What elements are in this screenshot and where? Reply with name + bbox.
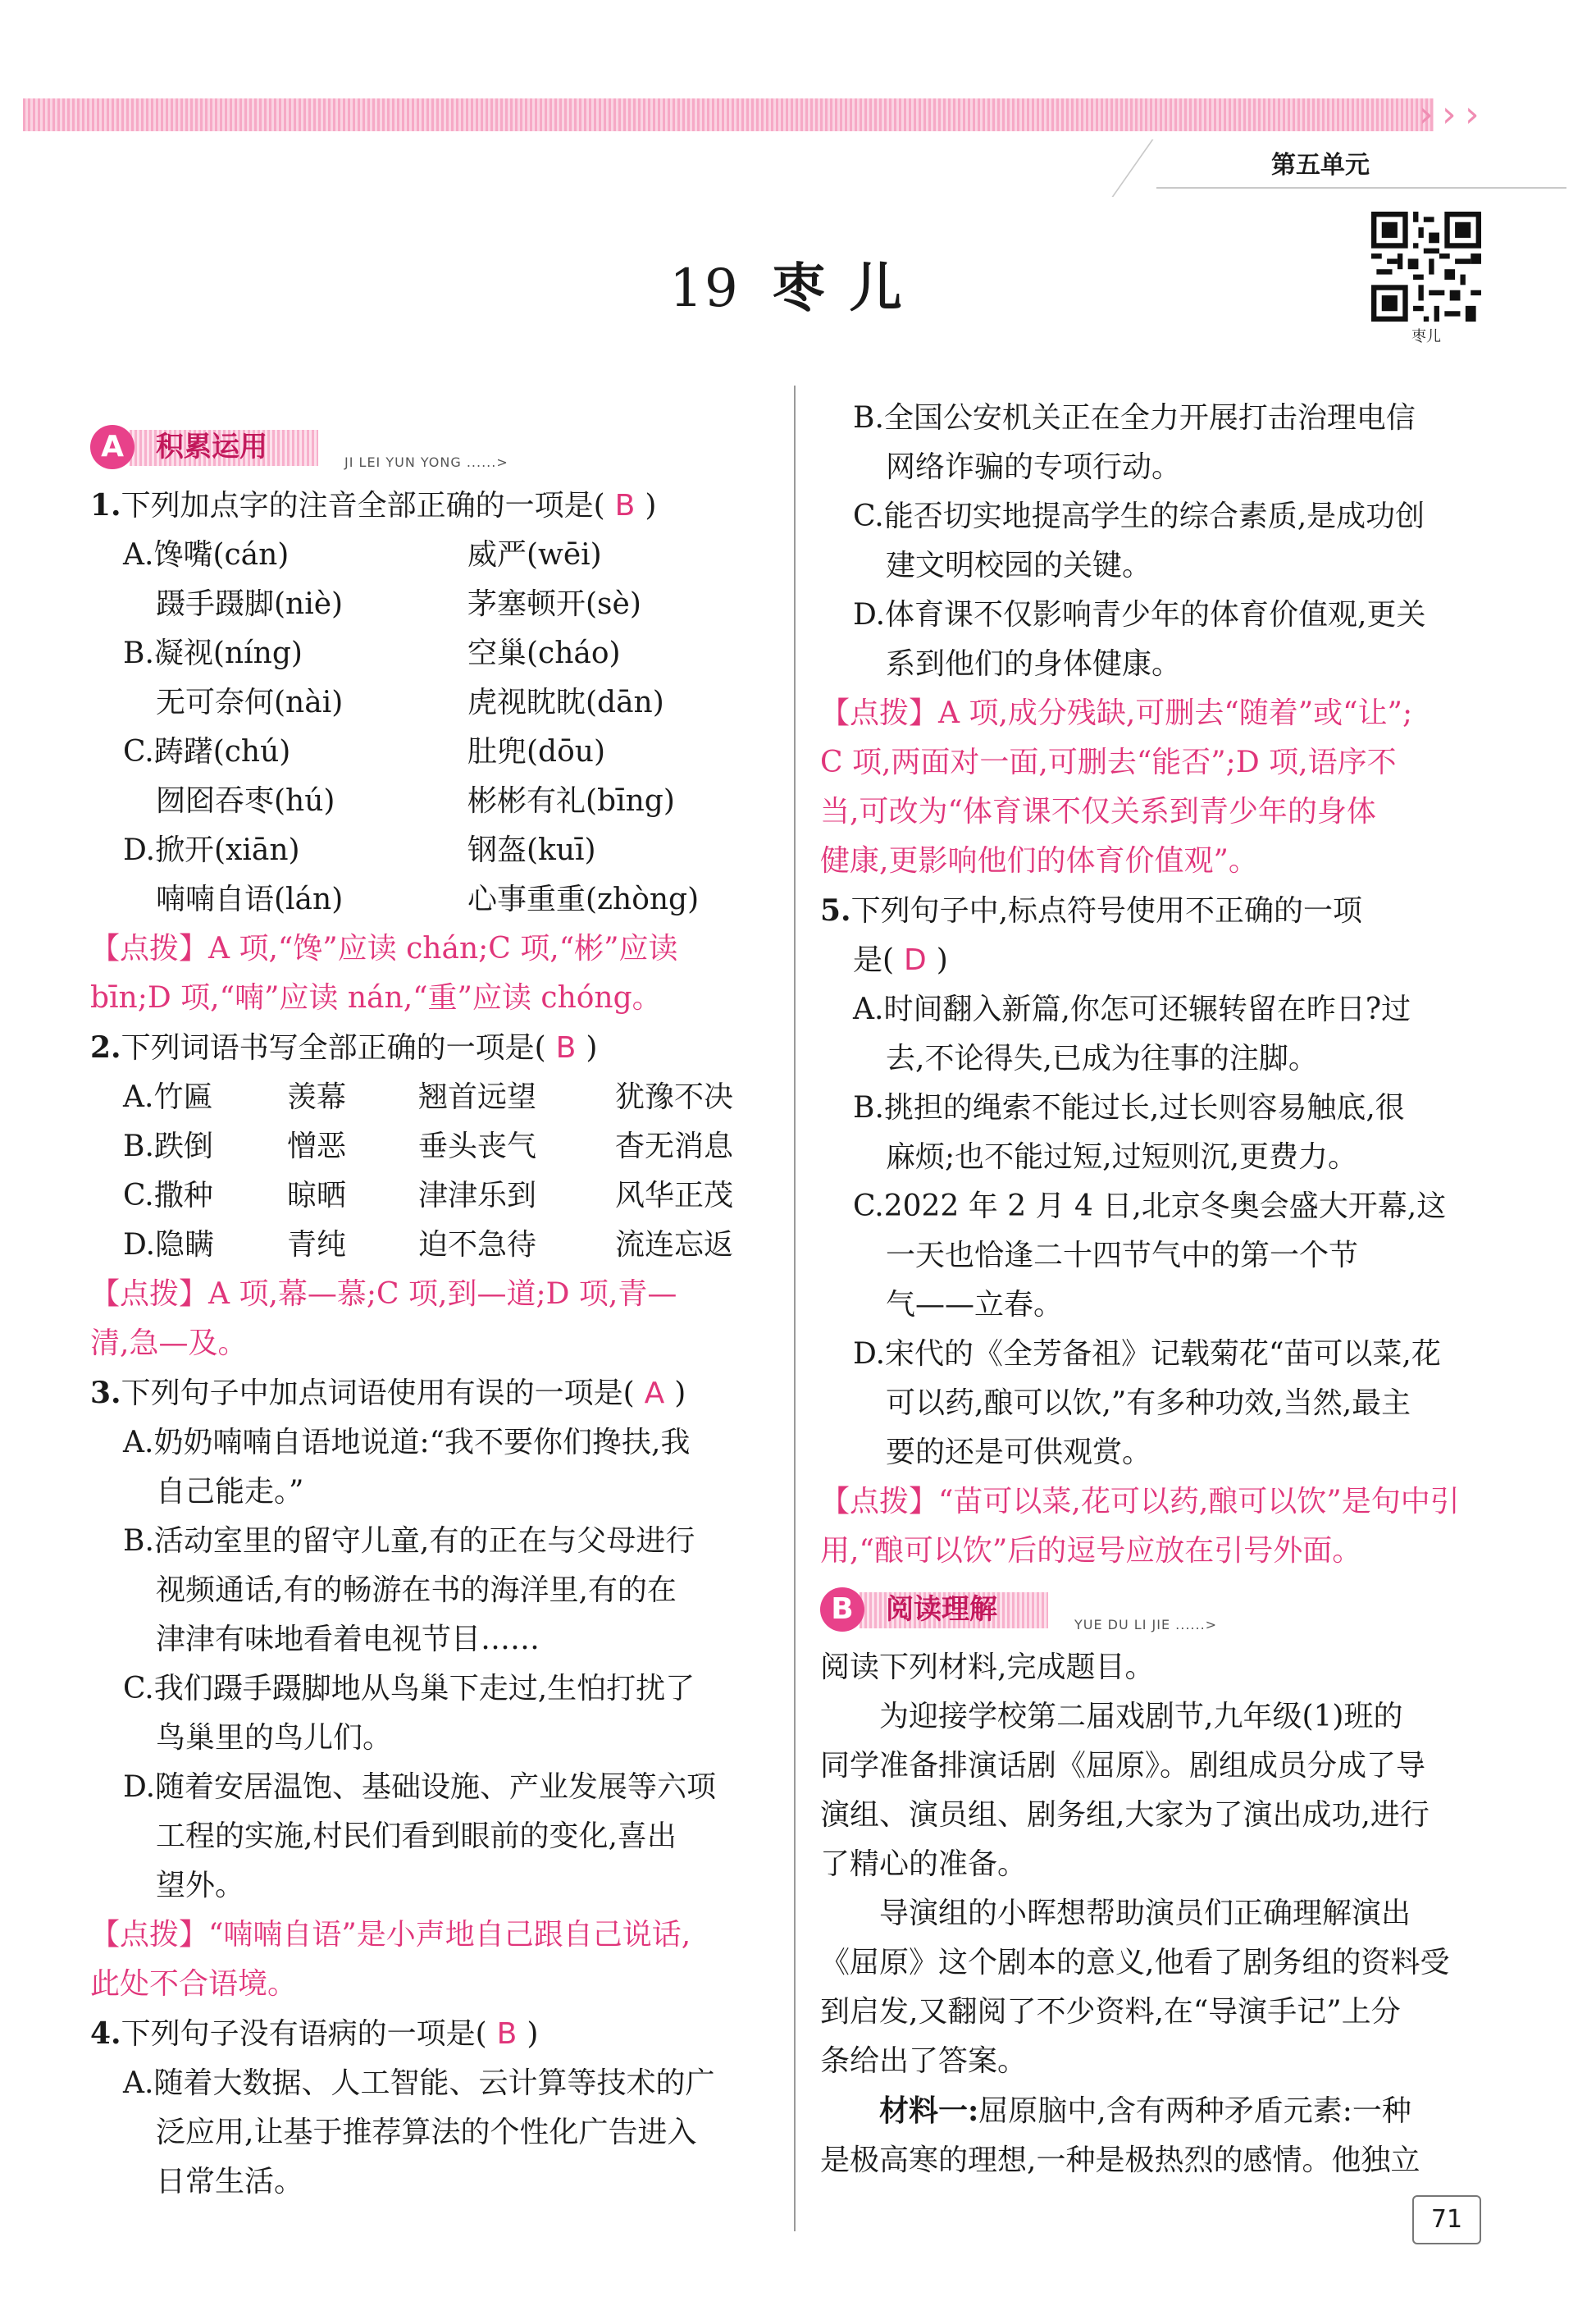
question-3-answer: A <box>644 1377 665 1410</box>
question-2-tip: 【点拨】A 项,幕—慕;C 项,到—道;D 项,青— 清,急—及。 <box>90 1277 677 1360</box>
lesson-number: 19 <box>669 258 740 319</box>
lesson-name: 枣儿 <box>772 258 927 319</box>
lesson-title <box>0 246 1596 322</box>
section-a-title: 积累运用 <box>156 431 267 463</box>
qr-code-icon[interactable] <box>1371 212 1481 322</box>
question-1-stem: 1.下列加点字的注音全部正确的一项是( B ) <box>90 488 657 523</box>
left-column <box>90 418 771 2207</box>
question-5-tip: 【点拨】“苗可以菜,花可以药,酿可以饮”是句中引 用,“酿可以饮”后的逗号应放在引号外面。 <box>820 1485 1460 1568</box>
question-3-tip: 【点拨】“喃喃自语”是小声地自己跟自己说话, 此处不合语境。 <box>90 1918 691 2001</box>
header-decor-band <box>23 94 1434 135</box>
header-underline <box>1156 187 1566 189</box>
section-b-title: 阅读理解 <box>886 1593 997 1626</box>
section-b-badge: B <box>820 1587 864 1632</box>
section-b-header <box>820 1581 1501 1638</box>
question-4-options-right: B.全国公安机关正在全力开展打击治理电信 网络诈骗的专项行动。 C.能否切实地提高学生的综合素质,是成功创 建文明校园的关键。 D.体育课不仅影响青少年的体育价值观,更关 系到他们的身体健康。 <box>853 401 1426 681</box>
question-4-answer: B <box>496 2017 518 2051</box>
material-label: 材料一: <box>879 2093 979 2128</box>
reading-intro: 阅读下列材料,完成题目。 <box>820 1651 1155 1684</box>
question-4-stem: 4.下列句子没有语病的一项是( B ) <box>90 2016 539 2051</box>
question-1-tip: 【点拨】A 项,“馋”应读 chán;C 项,“彬”应读 bīn;D 项,“喃”应读 nán,“重”应读 chóng。 <box>90 932 678 1015</box>
reading-paragraph-1: 为迎接学校第二届戏剧节,九年级(1)班的 同学准备排演话剧《屈原》。剧组成员分成了导 演组、演员组、剧务组,大家为了演出成功,进行 了精心的准备。 <box>820 1700 1430 1881</box>
right-column <box>820 394 1501 2185</box>
chevron-right-icon: › <box>1419 94 1434 135</box>
question-5-options: A.时间翻入新篇,你怎可还辗转留在昨日?过 去,不论得失,已成为往事的注脚。 B.挑担的绳索不能过长,过长则容易触底,很 麻烦;也不能过短,过短则沉,更费力。 C.2022 年 2 月 4 日,北京冬奥会盛大开幕,这 一天也恰逢二十四节气中的第一个节 气——立春。 D.宋代的《全芳备祖》记载菊花“苗可以菜,花 可以药,酿可以饮,”有多种功效,当然,最主 要的还是可供观赏。 <box>853 993 1447 1469</box>
section-a-badge: A <box>90 425 135 469</box>
question-2-options: A.竹匾 羡幕 翘首远望 犹豫不决 B.跌倒 憎恶 垂头丧气 杳无消息 C.撒种 晾晒 津津乐到 风华正茂 D.隐瞒 青纯 迫不急待 流连忘返 <box>123 1080 734 1262</box>
question-5-stem: 5.下列句子中,标点符号使用不正确的一项 <box>820 893 1363 928</box>
question-5-stem-cont: 是( D ) <box>853 943 948 977</box>
header-divider <box>1111 139 1153 197</box>
section-a-pinyin: JI LEI YUN YONG ......> <box>344 454 508 470</box>
section-a-header <box>90 418 771 476</box>
question-2-answer: B <box>555 1031 577 1065</box>
reading-paragraph-2: 导演组的小晖想帮助演员们正确理解演出 《屈原》这个剧本的意义,他看了剧务组的资料受 到启发,又翻阅了不少资料,在“导演手记”上分 条给出了答案。 <box>820 1897 1450 2078</box>
question-3-options: A.奶奶喃喃自语地说道:“我不要你们搀扶,我 自己能走。” B.活动室里的留守儿童,有的正在与父母进行 视频通话,有的畅游在书的海洋里,有的在 津津有味地看着电视节目…… C.我们蹑手蹑脚地从鸟巢下走过,生怕打扰了 鸟巢里的鸟儿们。 D.随着安居温饱、基础设施、产业发展等六项 工程的实施,村民们看到眼前的变化,喜出 望外。 <box>123 1426 717 1902</box>
qr-caption: 枣儿 <box>1411 328 1441 345</box>
chevron-right-icon: › <box>1465 94 1480 135</box>
chevron-right-icon: › <box>1442 94 1457 135</box>
question-1-options: A.馋嘴(cán) 威严(wēi) 蹑手蹑脚(niè) 茅塞顿开(sè) B.凝视(níng) 空巢(cháo) 无可奈何(nài) 虎视眈眈(dān) C.踌躇(chú) 肚兜(dōu) 囫囵吞枣(hú) 彬彬有礼(bīng) D.掀开(xiān) 钢盔(kuī) 喃喃自语(lán) 心事重重(zhòng) <box>123 538 700 916</box>
question-1-answer: B <box>614 489 636 523</box>
question-3-stem: 3.下列句子中加点词语使用有误的一项是( A ) <box>90 1376 686 1410</box>
question-2-stem: 2.下列词语书写全部正确的一项是( B ) <box>90 1030 598 1065</box>
question-5-answer: D <box>904 943 927 977</box>
question-4-options-left: A.随着大数据、人工智能、云计算等技术的广 泛应用,让基于推荐算法的个性化广告进入 日常生活。 <box>123 2066 715 2198</box>
unit-label: 第五单元 <box>1271 151 1370 180</box>
reading-material-1: 材料一:屈原脑中,含有两种矛盾元素:一种 是极高寒的理想,一种是极热烈的感情。他独立 <box>820 2093 1420 2177</box>
question-4-tip: 【点拨】A 项,成分残缺,可删去“随着”或“让”; C 项,两面对一面,可删去“能否”;D 项,语序不 当,可改为“体育课不仅关系到青少年的身体 健康,更影响他们的体育价值观”。 <box>820 696 1413 878</box>
page-number: 71 <box>1412 2195 1481 2244</box>
section-b-pinyin: YUE DU LI JIE ......> <box>1074 1617 1218 1632</box>
